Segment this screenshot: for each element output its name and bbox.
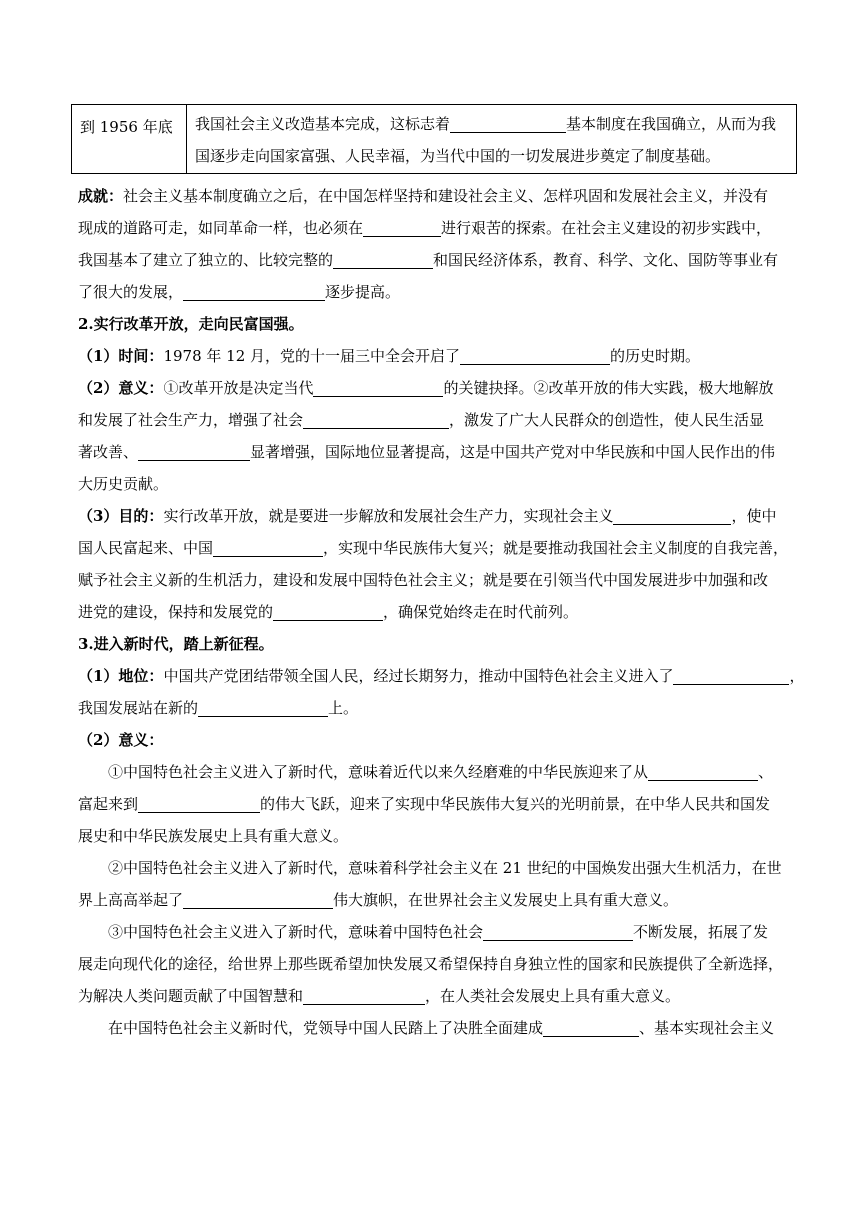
- fill-blank[interactable]: [183, 282, 325, 301]
- text: 的关键抉择。②改革开放的伟大实践，极大地解放: [443, 379, 774, 397]
- time-label: （1）时间：: [78, 347, 164, 365]
- sec2-significance-2: [78, 404, 794, 436]
- text: 我国社会主义改造基本完成，这标志着: [195, 115, 451, 133]
- text: ，确保党始终走在时代前列。: [383, 603, 579, 621]
- sec3-point-1-line-2: [78, 788, 794, 820]
- sec3-point-1-line-1: [78, 756, 794, 788]
- text: ，激发了广大人民群众的创造性，使人民生活显: [449, 411, 765, 429]
- text: 和国民经济体系，教育、科学、文化、国防等事业有: [433, 251, 779, 269]
- sec2-significance-4: 大历史贡献。: [78, 475, 169, 493]
- achievement-line-1: [78, 180, 794, 212]
- text: 现成的道路可走，如同革命一样，也必须在: [78, 219, 364, 237]
- table-content-cell: [187, 105, 796, 173]
- section-3-heading: 3.进入新时代，踏上新征程。: [78, 635, 274, 653]
- achievement-line-2: [78, 212, 794, 244]
- text: 基本制度在我国确立，从而为我: [566, 115, 777, 133]
- text: 和发展了社会生产力，增强了社会: [78, 411, 304, 429]
- sec2-aim-1: [78, 500, 794, 532]
- sec2-time: [78, 340, 794, 372]
- text: 上。: [328, 699, 359, 717]
- text: 为解决人类问题贡献了中国智慧和: [78, 987, 304, 1005]
- aim-label: （3）目的：: [78, 507, 164, 525]
- history-table: [71, 104, 797, 174]
- sec3-point-1-line-3: 展史和中华民族发展史上具有重大意义。: [78, 827, 349, 845]
- document-body: [78, 180, 805, 1044]
- sec2-aim-3: 赋予社会主义新的生机活力，建设和发展中国特色社会主义；就是要在引领当代中国发展进步中加强和改: [78, 571, 769, 589]
- text: 的历史时期。: [610, 347, 701, 365]
- text: 我国发展站在新的: [78, 699, 199, 717]
- text: ，实现中华民族伟大复兴；就是要推动我国社会主义制度的自我完善，: [323, 539, 789, 557]
- text: 1978 年 12 月，党的十一届三中全会开启了: [163, 347, 461, 365]
- achievement-line-3: [78, 244, 794, 276]
- achievement-line-4: [78, 276, 794, 308]
- text: 进行艰苦的探索。在社会主义建设的初步实践中，: [441, 219, 772, 237]
- text: 富起来到: [78, 795, 139, 813]
- text: 实行改革开放，就是要进一步解放和发展社会生产力，实现社会主义: [163, 507, 614, 525]
- sec3-point-2-line-2: [78, 884, 794, 916]
- text: 我国基本了建立了独立的、比较完整的: [78, 251, 334, 269]
- text: ，: [789, 667, 805, 685]
- sec3-point-2-line-1: ②中国特色社会主义进入了新时代，意味着科学社会主义在 21 世纪的中国焕发出强大生机活力，在世: [108, 859, 782, 877]
- fill-blank[interactable]: [543, 1018, 639, 1037]
- fill-blank[interactable]: [450, 114, 566, 133]
- fill-blank[interactable]: [303, 410, 449, 429]
- fill-blank[interactable]: [648, 762, 758, 781]
- fill-blank[interactable]: [363, 218, 441, 237]
- fill-blank[interactable]: [138, 442, 250, 461]
- fill-blank[interactable]: [313, 378, 443, 397]
- text: ③中国特色社会主义进入了新时代，意味着中国特色社会: [108, 923, 484, 941]
- text: ①中国特色社会主义进入了新时代，意味着近代以来久经磨难的中华民族迎来了从: [108, 763, 649, 781]
- section-2-heading: 2.实行改革开放，走向民富国强。: [78, 315, 304, 333]
- fill-blank[interactable]: [613, 506, 731, 525]
- text: 伟大旗帜，在世界社会主义发展史上具有重大意义。: [333, 891, 679, 909]
- position-label: （1）地位：: [78, 667, 164, 685]
- sec2-aim-4: [78, 596, 794, 628]
- sec2-significance-3: [78, 436, 794, 468]
- table-line-1: [195, 108, 796, 140]
- sec3-point-3-line-2: 展走向现代化的途径，给世界上那些既希望加快发展又希望保持自身独立性的国家和民族提供了全新选择，: [78, 955, 784, 973]
- fill-blank[interactable]: [273, 602, 383, 621]
- fill-blank[interactable]: [460, 346, 610, 365]
- fill-blank[interactable]: [198, 698, 328, 717]
- text: 中国共产党团结带领全国人民，经过长期努力，推动中国特色社会主义进入了: [163, 667, 674, 685]
- table-line-2: 国逐步走向国家富强、人民幸福，为当代中国的一切发展进步奠定了制度基础。: [195, 147, 721, 165]
- text: 著改善、: [78, 443, 139, 461]
- text: 、: [758, 763, 774, 781]
- table-date-cell: 到 1956 年底: [72, 105, 187, 173]
- text: 进党的建设，保持和发展党的: [78, 603, 274, 621]
- text: 界上高高举起了: [78, 891, 184, 909]
- text: 国人民富起来、中国: [78, 539, 214, 557]
- sec3-position-2: [78, 692, 794, 724]
- sec3-position-1: [78, 660, 805, 692]
- text: 、基本实现社会主义: [639, 1019, 775, 1037]
- text: 逐步提高。: [325, 283, 401, 301]
- fill-blank[interactable]: [303, 986, 425, 1005]
- sec2-aim-2: [78, 532, 794, 564]
- fill-blank[interactable]: [213, 538, 323, 557]
- text: ，在人类社会发展史上具有重大意义。: [425, 987, 681, 1005]
- fill-blank[interactable]: [673, 666, 789, 685]
- text: 了很大的发展，: [78, 283, 184, 301]
- text: ，使中: [731, 507, 777, 525]
- significance-label: （2）意义：: [78, 379, 164, 397]
- sec3-point-4-line-1: [78, 1012, 794, 1044]
- text: 显著增强，国际地位显著提高，这是中国共产党对中华民族和中国人民作出的伟: [250, 443, 776, 461]
- text: 不断发展，拓展了发: [633, 923, 769, 941]
- achievement-label: 成就：: [78, 187, 124, 205]
- sec3-significance-label: （2）意义：: [78, 731, 164, 749]
- fill-blank[interactable]: [333, 250, 433, 269]
- text: ①改革开放是决定当代: [163, 379, 314, 397]
- text: 在中国特色社会主义新时代，党领导中国人民踏上了决胜全面建成: [108, 1019, 544, 1037]
- fill-blank[interactable]: [138, 794, 260, 813]
- text: 的伟大飞跃，迎来了实现中华民族伟大复兴的光明前景，在中华人民共和国发: [260, 795, 771, 813]
- fill-blank[interactable]: [483, 922, 633, 941]
- sec3-point-3-line-1: [78, 916, 794, 948]
- text: 社会主义基本制度确立之后，在中国怎样坚持和建设社会主义、怎样巩固和发展社会主义，并没有: [123, 187, 769, 205]
- sec3-point-3-line-3: [78, 980, 794, 1012]
- sec2-significance-1: [78, 372, 794, 404]
- fill-blank[interactable]: [183, 890, 333, 909]
